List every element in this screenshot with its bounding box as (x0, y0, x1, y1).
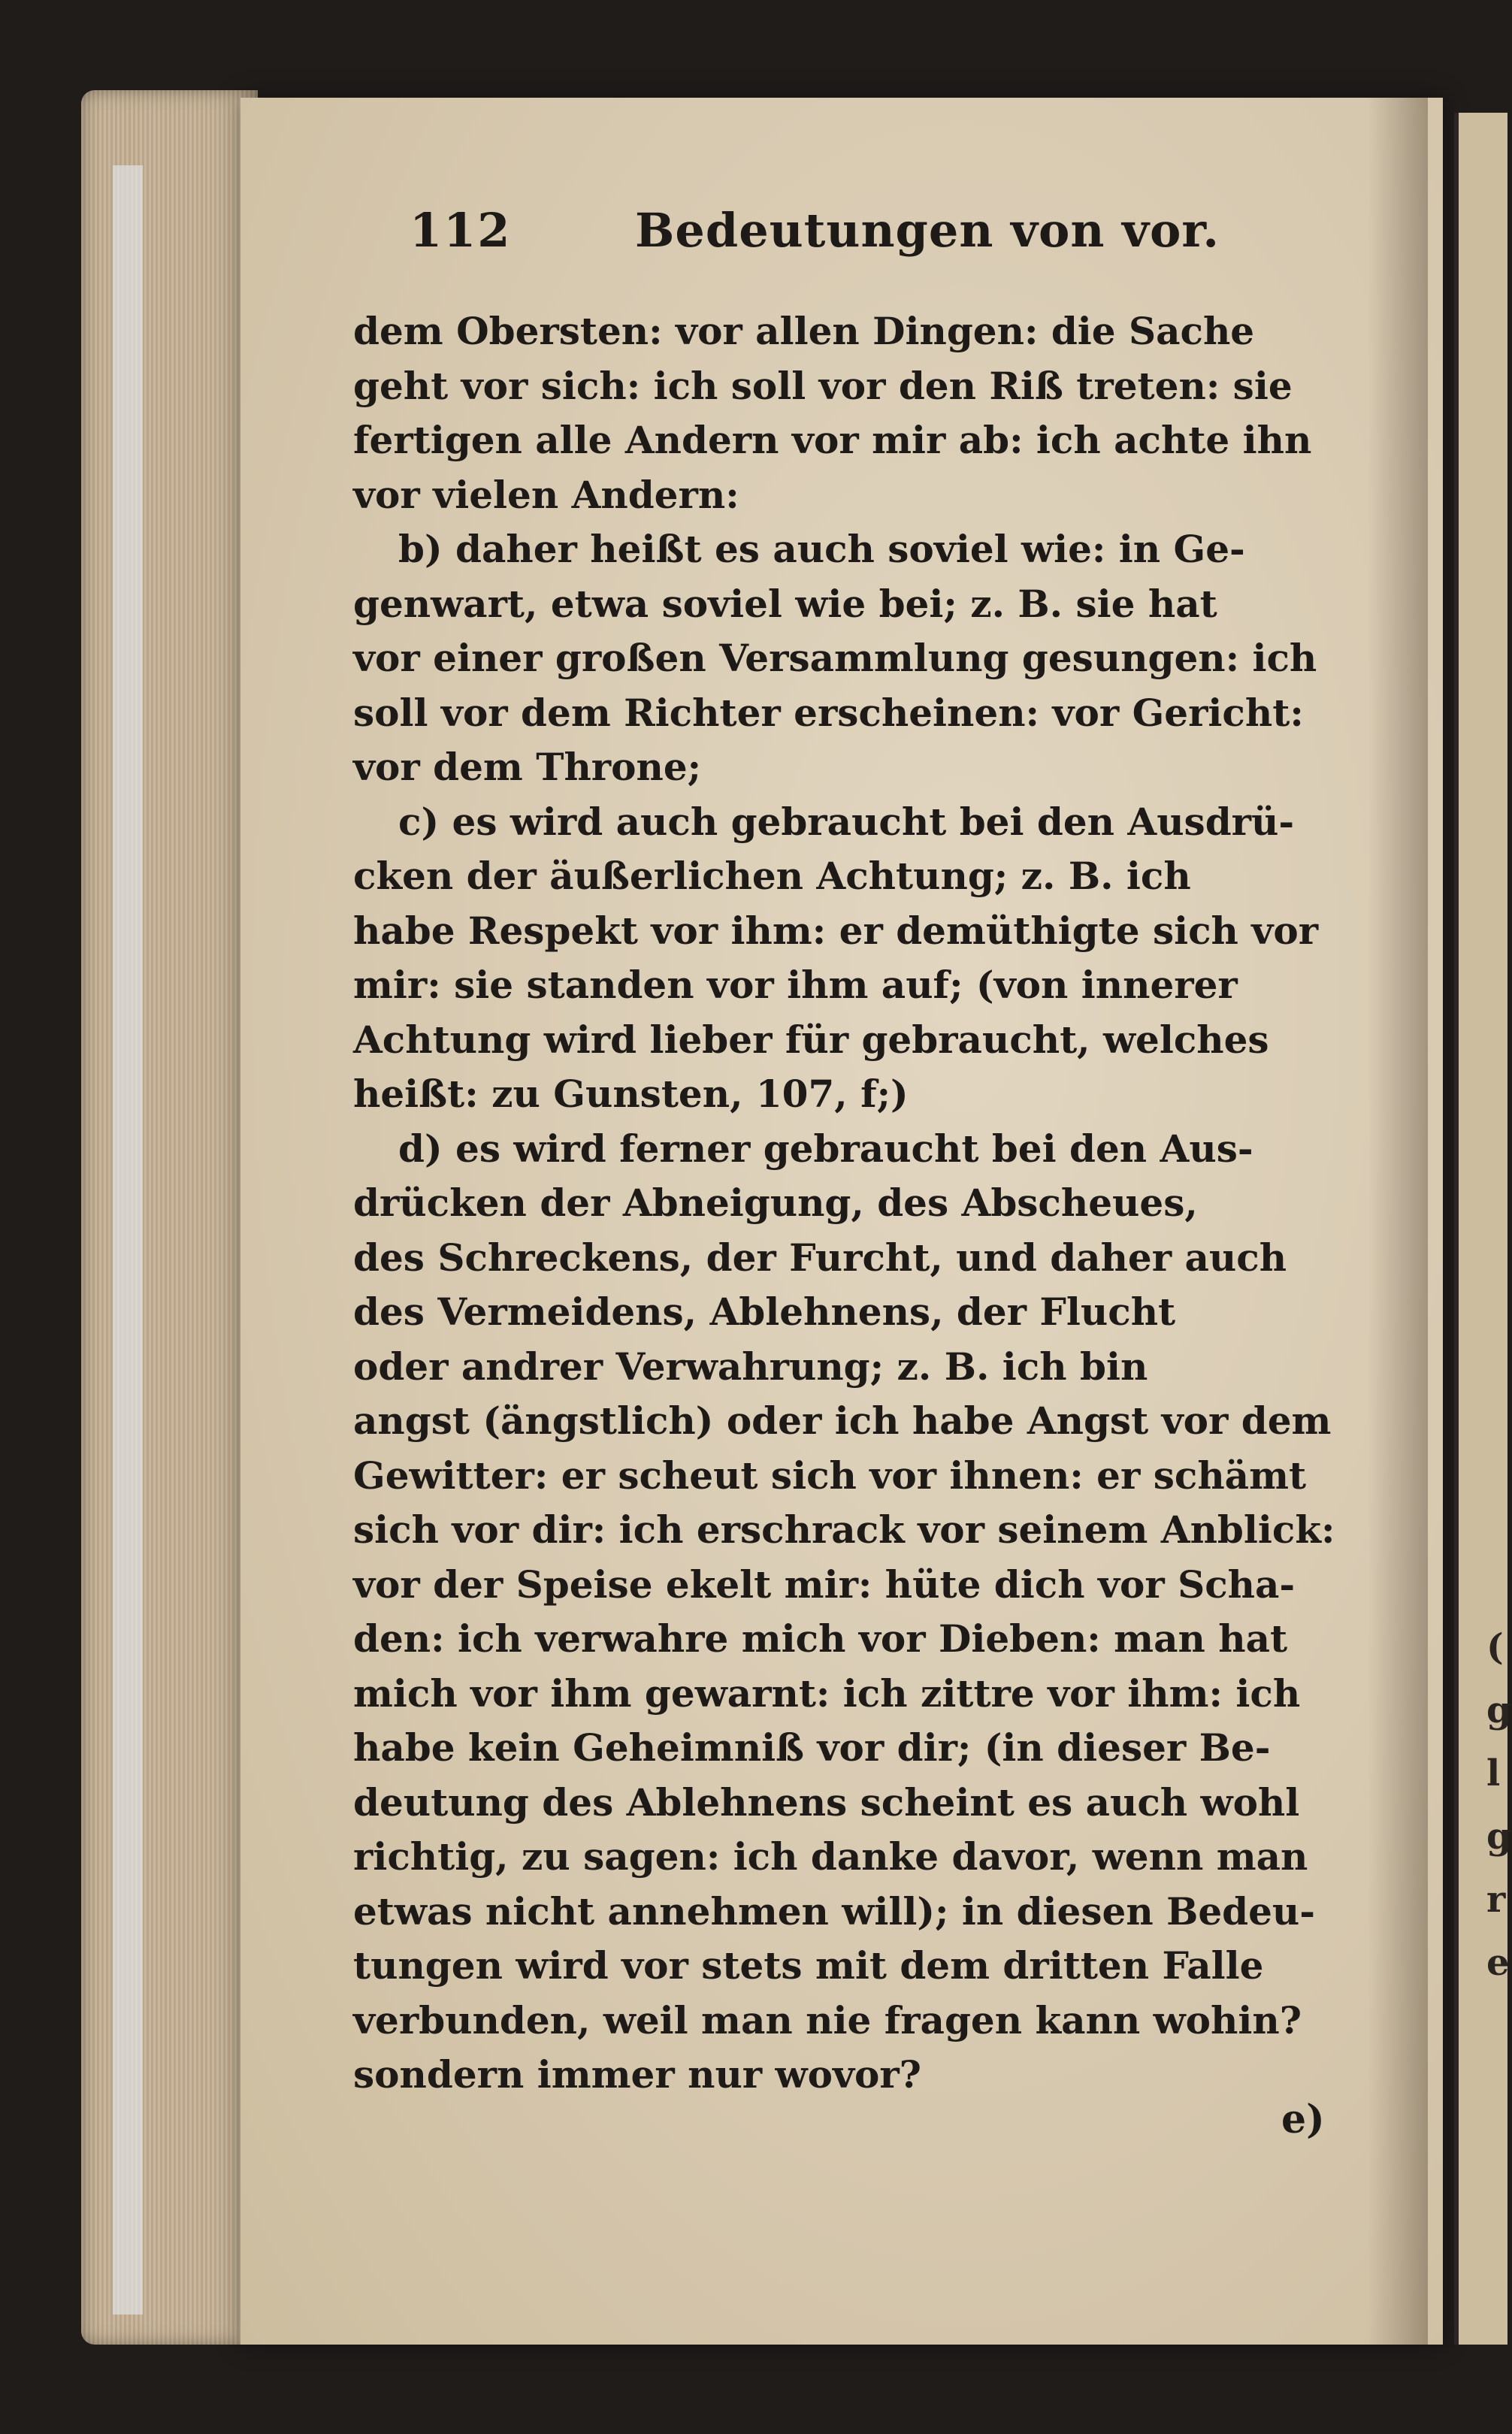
text-line: Gewitter: er scheut sich vor ihnen: er schämt (353, 1453, 1307, 1498)
page-number: 112 (410, 203, 512, 258)
text-line: b) daher heißt es auch soviel wie: in Ge- (398, 527, 1245, 571)
text-line: richtig, zu sagen: ich danke davor, wenn man (353, 1834, 1308, 1879)
text-line: heißt: zu Gunsten, 107, f;) (353, 1072, 909, 1116)
facing-char: g (1486, 1689, 1512, 1731)
text-line: habe kein Geheimniß vor dir; (in dieser Be- (353, 1725, 1271, 1770)
text-line: habe Respekt vor ihm: er demüthigte sich vor (353, 908, 1319, 953)
text-line: genwart, etwa soviel wie bei; z. B. sie hat (353, 581, 1217, 626)
text-line: des Schreckens, der Furcht, und daher auch (353, 1235, 1287, 1280)
facing-char: e (1486, 1942, 1510, 1984)
text-line: vor dem Throne; (353, 745, 702, 789)
text-line: verbunden, weil man nie fragen kann wohin? (353, 1997, 1302, 2042)
text-line: fertigen alle Andern vor mir ab: ich achte ihn (353, 418, 1312, 462)
text-line: mir: sie standen vor ihm auf; (von innerer (353, 963, 1238, 1007)
facing-char: ( (1486, 1626, 1504, 1668)
page-block-edges (81, 90, 258, 2345)
page-header (410, 203, 1387, 278)
text-line: mich vor ihm gewarnt: ich zittre vor ihm: ich (353, 1671, 1301, 1716)
facing-char: l (1486, 1752, 1501, 1795)
text-line: etwas nicht annehmen will); in diesen Bedeu- (353, 1888, 1316, 1934)
text-line: geht vor sich: ich soll vor den Riß treten: sie (353, 363, 1293, 408)
text-line: cken der äußerlichen Achtung; z. B. ich (353, 854, 1191, 898)
text-line: vor der Speise ekelt mir: hüte dich vor Scha- (353, 1562, 1296, 1607)
catchword: e) (1281, 2097, 1325, 2142)
facing-char: g (1486, 1816, 1512, 1858)
text-line: vor vielen Andern: (353, 472, 739, 517)
facing-char: r (1486, 1879, 1506, 1921)
text-line: deutung des Ablehnens scheint es auch wohl (353, 1779, 1300, 1825)
text-line: Achtung wird lieber für gebraucht, welches (353, 1017, 1269, 1062)
facing-page-fragment (1486, 1616, 1512, 1994)
text-line: des Vermeidens, Ablehnens, der Flucht (353, 1290, 1176, 1334)
text-line: sich vor dir: ich erschrack vor seinem Anblick: (353, 1507, 1335, 1552)
text-line: drücken der Abneigung, des Abscheues, (353, 1181, 1198, 1225)
page-edge-highlight (113, 165, 143, 2315)
facing-page (1454, 113, 1512, 2345)
text-line: angst (ängstlich) oder ich habe Angst vor dem (353, 1398, 1332, 1443)
text-line: vor einer großen Versammlung gesungen: ich (353, 636, 1317, 680)
running-head: Bedeutungen von vor. (635, 203, 1220, 258)
text-line: oder andrer Verwahrung; z. B. ich bin (353, 1344, 1148, 1389)
text-line: den: ich verwahre mich vor Dieben: man hat (353, 1616, 1288, 1661)
text-line: dem Obersten: vor allen Dingen: die Sache (353, 309, 1255, 353)
text-line: sondern immer nur wovor? (353, 2052, 921, 2097)
text-line: tungen wird vor stets mit dem dritten Falle (353, 1943, 1264, 1988)
body-text (353, 304, 1405, 2103)
text-line: d) es wird ferner gebraucht bei den Aus- (398, 1126, 1253, 1171)
text-line: soll vor dem Richter erscheinen: vor Gericht: (353, 690, 1304, 735)
text-line: c) es wird auch gebraucht bei den Ausdrü- (398, 799, 1295, 844)
